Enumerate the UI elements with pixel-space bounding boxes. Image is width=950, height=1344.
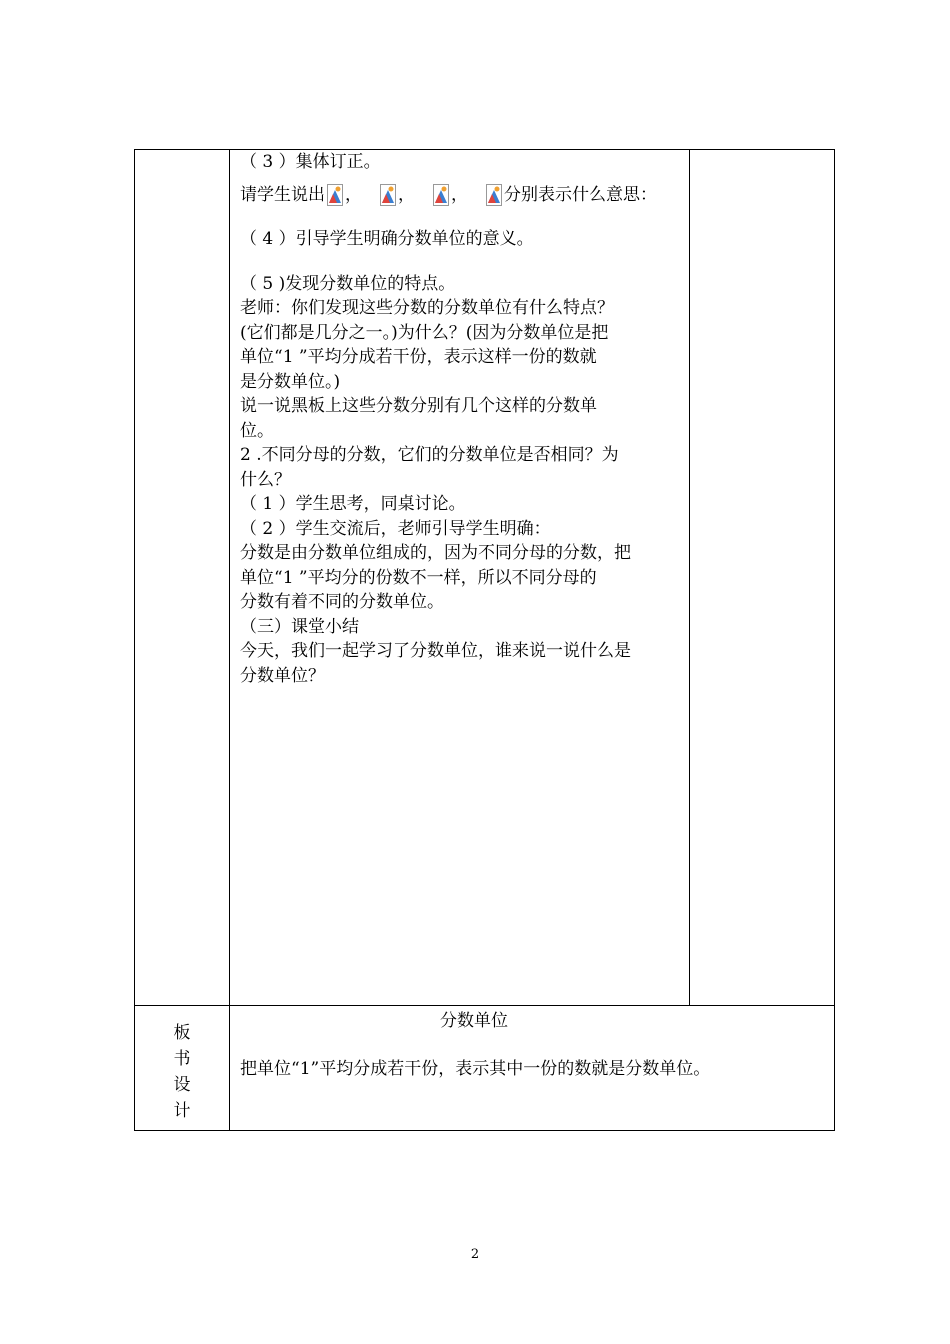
lesson-line: （ 5 )发现分数单位的特点。 xyxy=(240,273,456,294)
lesson-line: 单位“1 ”平均分成若干份，表示这样一份的数就 xyxy=(240,347,597,367)
fraction-image-icon xyxy=(433,184,449,206)
lesson-line: 2 .不同分母的分数，它们的分数单位是否相同？为 xyxy=(240,445,619,465)
lesson-line: 单位“1 ”平均分的份数不一样，所以不同分母的 xyxy=(240,567,597,588)
icon-separator: ， xyxy=(451,184,468,205)
lesson-line: 请学生说出 xyxy=(240,184,325,205)
lesson-line: （ 3 ）集体订正。 xyxy=(240,152,381,172)
board-design-label xyxy=(170,1020,194,1124)
lesson-line: 今天，我们一起学习了分数单位，谁来说一说什么是 xyxy=(240,641,631,661)
column-divider-left xyxy=(229,149,230,1131)
lesson-line: 分数单位？ xyxy=(240,665,325,686)
lesson-line: （三）课堂小结 xyxy=(240,616,359,637)
lesson-line: 说一说黑板上这些分数分别有几个这样的分数单 xyxy=(240,396,597,416)
page-number: 2 xyxy=(470,1247,480,1262)
board-label-char: 板 xyxy=(173,1023,191,1043)
board-label-char: 设 xyxy=(173,1075,191,1095)
lesson-line: 老师：你们发现这些分数的分数单位有什么特点？ xyxy=(240,298,614,318)
lesson-line: （ 2 ）学生交流后，老师引导学生明确： xyxy=(240,518,551,539)
icon-separator: ， xyxy=(345,184,362,205)
lesson-line: 是分数单位。) xyxy=(240,371,341,392)
board-label-char: 计 xyxy=(173,1101,191,1121)
lesson-line: （ 1 ）学生思考，同桌讨论。 xyxy=(240,494,466,514)
fraction-image-icon xyxy=(486,184,502,206)
lesson-line: 分数是由分数单位组成的，因为不同分母的分数，把 xyxy=(240,543,631,563)
lesson-line: 分数有着不同的分数单位。 xyxy=(240,592,444,612)
icon-row-suffix: 分别表示什么意思： xyxy=(504,184,657,205)
fraction-image-icon xyxy=(380,184,396,206)
lesson-line: （ 4 ）引导学生明确分数单位的意义。 xyxy=(240,229,534,249)
lesson-line: 什么？ xyxy=(240,469,291,490)
lesson-line: (它们都是几分之一。)为什么？(因为分数单位是把 xyxy=(240,322,609,343)
board-title: 分数单位 xyxy=(440,1011,508,1031)
lesson-content xyxy=(240,150,686,688)
board-label-char: 书 xyxy=(173,1049,191,1069)
icon-separator: ， xyxy=(398,184,415,205)
fraction-image-icon xyxy=(327,184,343,206)
lesson-line: 位。 xyxy=(240,420,274,441)
column-divider-right xyxy=(689,149,690,1006)
fraction-icons-row xyxy=(240,183,686,208)
board-content: 把单位“1”平均分成若干份，表示其中一份的数就是分数单位。 xyxy=(240,1059,711,1079)
